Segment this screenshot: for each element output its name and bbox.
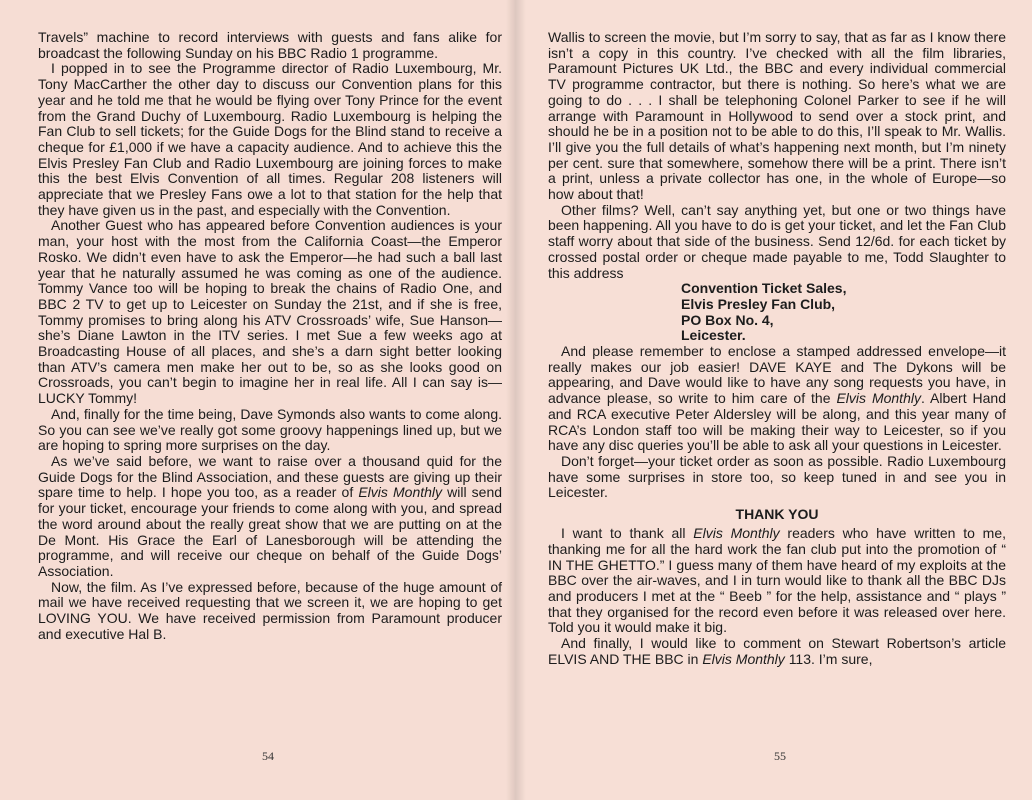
text-run: As we’ve said before, we want to raise over a thousand quid for the Guide Dogs for the Blind Association, and these guests are giving up their spare time to help. I hope you too, as a reader of (38, 452, 502, 501)
paragraph: Don’t forget—your ticket order as soon as possible. Radio Luxembourg have some surprises in store too, so keep tuned in and see you in Leicester. (548, 452, 1006, 501)
paragraph (548, 636, 1006, 667)
address-line: Elvis Presley Fan Club, (681, 295, 836, 312)
page-number: 54 (262, 749, 274, 763)
magazine-title: Elvis Monthly (836, 390, 921, 407)
paragraph: Travels” machine to record interviews with guests and fans alike for broadcast the following Sunday on his BBC Radio 1 programme. (38, 29, 502, 61)
text-run: will send for your ticket, encourage your friends to come along with you, and spread the word around about the really great show that we are putting on at the De Mont. His Grace the Earl of Lanesborough will be attending the programme, and will receive our cheque on behalf of the Guide Dogs’ Association. (38, 484, 503, 579)
left-page-column (38, 30, 502, 642)
text-run: I want to thank all (561, 525, 686, 542)
text-run: And finally, I would like to comment on Stewart Robertson’s article ELVIS AND THE BBC in (548, 635, 1006, 667)
paragraph: I popped in to see the Programme director of Radio Luxembourg, Mr. Tony MacCarther the other day to discuss our Convention plans for this year and he told me that he would be flying over Tony Prince for the event from the Grand Duchy of Luxembourg. Radio Luxembourg is helping the Fan Club to sell tickets; for the Guide Dogs for the Blind stand to receive a cheque for £1,000 if we have a capacity audience. And to achieve this the Elvis Presley Fan Club and Radio Luxembourg are joining forces to make this the best Elvis Convention of all times. Regular 208 listeners will appreciate that we Presley Fans owe a lot to that station for the help that they have given us in the past, and especially with the Convention. (38, 60, 502, 218)
section-heading: THANK YOU (735, 506, 819, 523)
address-line: Leicester. (681, 327, 746, 344)
text-run: readers who have written to me, thanking me for all the hard work the fan club put into the promotion of “ IN THE GHETTO.” I guess many of them have heard of my exploits at the BBC over the air-waves, and I in turn would like to thank all the BBC DJs and producers I met at the “ Beeb ” for the help, assistance and “ plays ” that they organised for the record even before it was released over here. Told you it would make it big. (548, 525, 1007, 636)
address-line: PO Box No. 4, (681, 311, 774, 328)
paragraph: Other films? Well, can’t say anything yet, but one or two things have been happening. All you have to do is get your ticket, and let the Fan Club staff worry about that side of the business. Send 12/6d. for each ticket by crossed postal order or cheque made payable to me, Todd Slaughter to this address (548, 201, 1006, 281)
paragraph: Another Guest who has appeared before Convention audiences is your man, your host with the most from the California Coast—the Emperor Rosko. We didn’t even have to ask the Emperor—he had such a ball last year that he naturally assumed he was coming as one of the audience. Tommy Vance too will be hoping to break the chains of Radio One, and BBC 2 TV to get up to Leicester on Sunday the 21st, and if she is free, Tommy promises to bring along his ATV Crossroads’ wife, Sue Hanson—she’s Diane Lawton in the ITV series. I met Sue a few weeks ago at Broadcasting House of all places, and she’s a darn sight better looking than ATV’s camera men make her out to be, so as she looks good on Crossroads, you can’t begin to imagine her in real life. All I can say is—LUCKY Tommy! (38, 217, 502, 407)
paragraph: Wallis to screen the movie, but I’m sorry to say, that as far as I know there isn’t a copy in this country. I’ve checked with all the film libraries, Paramount Pictures UK Ltd., the BBC and every individual commercial TV programme contractor, but there is nothing. So here’s what we are going to do . . . I shall be telephoning Colonel Parker to see if he will arrange with Paramount in Hollywood to send over a stock print, and should he be in a position not to be able to do this, I’ll speak to Mr. Wallis. I’ll give you the full details of what’s happening next month, but I’m ninety per cent. sure that somewhere, somehow there will be a print. There isn’t a print, unless a private collector has one, in the whole of Europe—so how about that! (548, 29, 1006, 203)
magazine-title: Elvis Monthly (702, 650, 785, 667)
paragraph (548, 344, 1006, 454)
address-line: Convention Ticket Sales, (681, 280, 847, 297)
magazine-title: Elvis Monthly (358, 484, 443, 501)
text-run: And please remember to enclose a stamped addressed envelope—it really makes our job easier! DAVE KAYE and The Dykons will be appearing, and Dave would like to have any song requests you have, in advance please, so write to him care of the (548, 343, 1006, 407)
paragraph (38, 454, 502, 580)
gutter-shadow (506, 0, 516, 800)
paragraph (548, 526, 1006, 636)
right-page-column (548, 30, 1006, 667)
page-number: 55 (774, 749, 786, 763)
paragraph: And, finally for the time being, Dave Symonds also wants to come along. So you can see we’ve really got some groovy happenings lined up, but we are hoping to spring more surprises on the day. (38, 405, 502, 454)
right-page (516, 0, 1032, 800)
magazine-title: Elvis Monthly (693, 525, 780, 542)
gutter-shadow (516, 0, 526, 800)
text-run: . Albert Hand and RCA executive Peter Aldersley will be along, and this year many of RCA’s London staff too will be making their way to Leicester, so if you have any disc queries you’ll be able to ask all your questions in Leicester. (548, 390, 1006, 454)
text-run: 113. I’m sure, (788, 650, 873, 667)
postal-address (681, 281, 1006, 344)
paragraph: Now, the film. As I’ve expressed before, because of the huge amount of mail we have received requesting that we screen it, we are hoping to get LOVING YOU. We have received permission from Paramount producer and executive Hal B. (38, 578, 502, 642)
